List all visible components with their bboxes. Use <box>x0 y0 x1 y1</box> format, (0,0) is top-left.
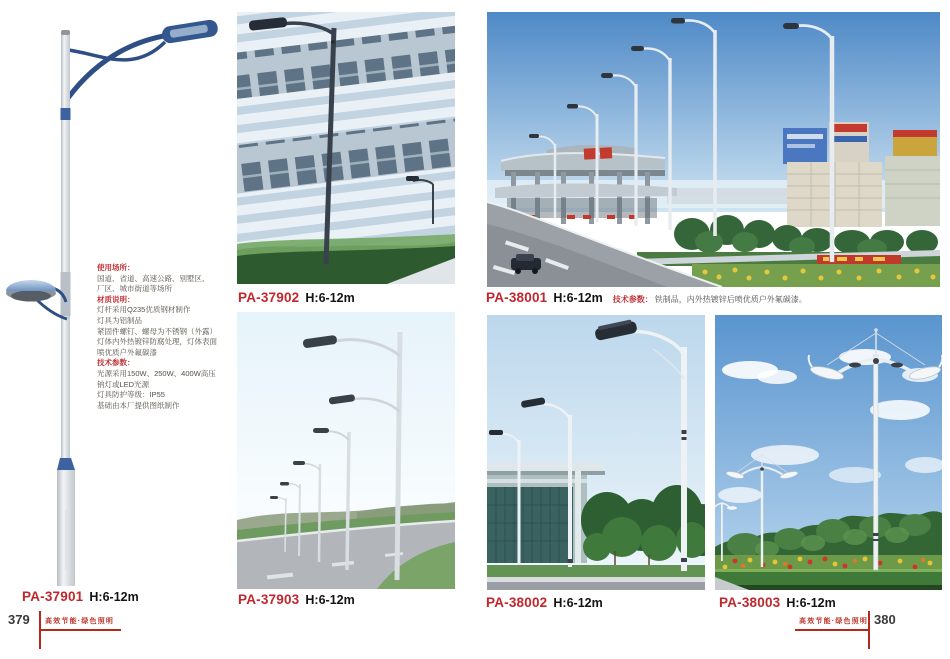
product-code: PA-37903 <box>238 592 300 607</box>
footer-slogan-right: 高效节能·绿色照明 <box>799 618 869 625</box>
product-photo-pa-37902 <box>237 12 455 284</box>
spec-material-line: 灯具为铝制品 <box>97 315 142 325</box>
spec-material-line: 灯杆采用Q235优质钢材制作 <box>97 305 191 315</box>
product-height: H:6-12m <box>553 291 603 305</box>
product-photo-pa-38001 <box>487 12 940 287</box>
page-number-left: 379 <box>8 612 30 627</box>
plaza-lamps-illustration <box>715 315 942 590</box>
spec-usage-line: 厂区、城市街道等场所 <box>97 284 172 294</box>
product-photo-pa-38002 <box>487 315 705 590</box>
product-photo-pa-37901 <box>5 10 230 588</box>
campus-lamps-illustration <box>487 315 705 590</box>
product-height: H:6-12m <box>553 596 603 610</box>
spec-material-title: 材质说明： <box>97 294 135 304</box>
product-code: PA-38003 <box>719 595 781 610</box>
footer-rule-left <box>41 629 121 631</box>
spec-material-line: 喷优质户外氟碳漆 <box>97 347 157 357</box>
spec-tech-line: 基础由本厂提供图纸制作 <box>97 400 180 410</box>
spec-tech-line: 灯具防护等级：IP55 <box>97 390 165 400</box>
product-height: H:6-12m <box>305 291 355 305</box>
caption-pa-38002 <box>486 595 603 610</box>
product-code: PA-37901 <box>22 589 84 604</box>
spec-tech-title: 技术参数： <box>97 358 135 368</box>
product-height: H:6-12m <box>786 596 836 610</box>
spec-usage-line: 国道、省道、高速公路、别墅区、 <box>97 273 210 283</box>
tech-params-label: 技术参数： <box>612 295 653 304</box>
spec-material-line: 紧固件螺钉、螺母为不锈钢（外露） <box>97 326 217 336</box>
product-code: PA-37902 <box>238 290 300 305</box>
product-height: H:6-12m <box>305 593 355 607</box>
caption-pa-38003 <box>719 595 836 610</box>
spec-usage-title: 使用场所： <box>97 263 135 272</box>
tech-params-note: 铁制品，内外热镀锌后喷优质户外氟碳漆。 <box>654 295 807 304</box>
page-number-right: 380 <box>874 612 896 627</box>
product-code: PA-38002 <box>486 595 548 610</box>
footer-slogan-left: 高效节能·绿色照明 <box>45 618 115 625</box>
footer-rule-right <box>795 629 868 631</box>
roadside-lamps-illustration <box>237 312 455 589</box>
footer-divider-right <box>868 611 870 649</box>
caption-pa-37903 <box>238 592 355 607</box>
product-photo-pa-37903 <box>237 312 455 589</box>
spec-block <box>97 263 230 411</box>
spec-material-line: 灯体内外热镀锌防腐处理，灯体表面 <box>97 337 217 347</box>
spec-tech-line: 钠灯或LED光源 <box>97 379 150 389</box>
product-code: PA-38001 <box>486 290 548 305</box>
street-lamp-building-illustration <box>237 12 455 284</box>
toll-gate-highway-illustration <box>487 12 940 287</box>
caption-pa-37902 <box>238 290 355 305</box>
spec-tech-line: 光源采用150W、250W、400W高压 <box>97 368 216 378</box>
caption-pa-38001 <box>486 290 807 305</box>
caption-pa-37901 <box>22 589 139 604</box>
product-photo-pa-38003 <box>715 315 942 590</box>
product-height: H:6-12m <box>89 590 139 604</box>
